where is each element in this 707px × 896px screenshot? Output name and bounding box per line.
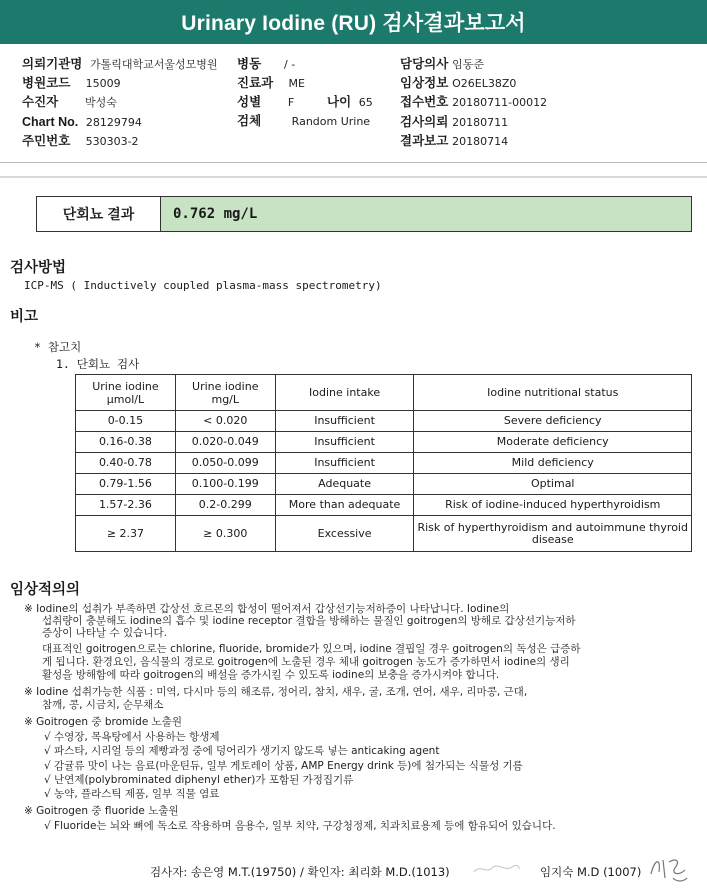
result-value: 0.762 mg/L [161, 197, 691, 231]
table-cell: Risk of hyperthyroidism and autoimmune thyroid disease [414, 516, 692, 552]
table-row [76, 516, 692, 552]
header-left-0: 의뢰기관명 가톨릭대학교서울성모병원 [22, 57, 218, 71]
table-cell: ≥ 2.37 [76, 516, 176, 552]
table-cell: Severe deficiency [414, 411, 692, 432]
clinical-line: 활성을 방해함에 따라 goitrogen의 배설을 증가시킬 수 있도록 iodine의 보충을 증가시켜야 합니다. [42, 669, 500, 681]
clinical-line: ※ Goitrogen 중 fluoride 노출원 [24, 805, 179, 817]
table-header-umol: Urine iodine μmol/L [76, 375, 176, 411]
header-sex: 성별 F [237, 95, 295, 109]
clinical-line: ※ Iodine의 섭취가 부족하면 갑상선 호르몬의 합성이 떨어져서 갑상선기능저하증이 나타납니다. Iodine의 [24, 603, 510, 615]
header-right-1: 임상정보 O26EL38Z0 [400, 76, 517, 90]
clinical-line: √ 감귤류 맛이 나는 음료(마운틴듀, 일부 게토레이 상품, AMP Energy drink 등)에 첨가되는 식물성 기름 [44, 760, 523, 772]
clinical-line: √ 난연제(polybrominated diphenyl ether)가 포함된 가정집기류 [44, 774, 354, 786]
table-cell: 0.2-0.299 [175, 495, 275, 516]
table-cell: Adequate [275, 474, 414, 495]
clinical-line: 증상이 나타날 수 있습니다. [42, 627, 167, 639]
table-row [76, 453, 692, 474]
table-cell: Risk of iodine-induced hyperthyroidism [414, 495, 692, 516]
header-left-1: 병원코드 15009 [22, 76, 121, 90]
table-cell: < 0.020 [175, 411, 275, 432]
clinical-line: √ 파스타, 시리얼 등의 제빵과정 중에 덩어리가 생기지 않도록 넣는 anticaking agent [44, 745, 440, 757]
table-header-intake: Iodine intake [275, 375, 414, 411]
footer-signer-2: 임지숙 M.D (1007) [540, 865, 642, 879]
header-dept: 진료과 ME [237, 76, 305, 90]
header-ward: 병동 / - [237, 57, 296, 71]
clinical-line: 섭취량이 충분해도 iodine의 흡수 및 iodine receptor 결합을 방해하는 물질인 goitrogen의 방해로 갑상선기능저하 [42, 615, 576, 627]
table-header-row [76, 375, 692, 411]
header-left-4: 주민번호 530303-2 [22, 134, 139, 148]
clinical-line: 게 됩니다. 환경요인, 음식물의 경로로 goitrogen에 노출된 경우 체내 goitrogen 농도가 증가하면서 iodine의 생리 [42, 656, 570, 668]
ref-subtitle: 1. 단회뇨 검사 [56, 357, 140, 371]
table-cell: Excessive [275, 516, 414, 552]
header-specimen: 검체 Random Urine [237, 114, 371, 128]
reference-table [75, 374, 692, 552]
header-left-3: Chart No. 28129794 [22, 115, 142, 129]
header-right-4: 결과보고 20180714 [400, 134, 509, 148]
clinical-heading: 임상적의의 [10, 582, 81, 598]
remarks-heading: 비고 [10, 309, 39, 325]
table-cell: Optimal [414, 474, 692, 495]
table-header-status: Iodine nutritional status [414, 375, 692, 411]
table-row [76, 474, 692, 495]
clinical-line: 참깨, 콩, 시금치, 순무채소 [42, 699, 164, 711]
clinical-line: √ 농약, 플라스틱 제품, 일부 직물 염료 [44, 788, 220, 800]
header-left-2: 수진자 박성숙 [22, 95, 117, 109]
signature-mark-2 [645, 852, 693, 890]
header-right-0: 담당의사 임동준 [400, 57, 485, 71]
table-cell: 0.050-0.099 [175, 453, 275, 474]
table-cell: Insufficient [275, 411, 414, 432]
ref-title: * 참고치 [34, 340, 82, 354]
report-title: Urinary Iodine (RU) 검사결과보고서 [0, 0, 707, 44]
table-row [76, 432, 692, 453]
header-right-3: 검사의뢰 20180711 [400, 115, 509, 129]
header-age: 나이 65 [327, 95, 373, 109]
clinical-line: ※ Goitrogen 중 bromide 노출원 [24, 716, 183, 728]
header-divider-shadow [0, 176, 707, 178]
clinical-line: √ 수영장, 목욕탕에서 사용하는 항생제 [44, 731, 220, 743]
result-box [36, 196, 692, 232]
table-cell: 0.16-0.38 [76, 432, 176, 453]
footer-signers: 검사자: 송은영 M.T.(19750) / 확인자: 최리화 M.D.(1013) [150, 865, 450, 879]
table-cell: 0-0.15 [76, 411, 176, 432]
table-row [76, 411, 692, 432]
table-row [76, 495, 692, 516]
table-header-mgl: Urine iodine mg/L [175, 375, 275, 411]
table-cell: ≥ 0.300 [175, 516, 275, 552]
table-cell: Insufficient [275, 453, 414, 474]
clinical-line: √ Fluoride는 뇌와 뼈에 독소로 작용하며 음용수, 일부 치약, 구강청정제, 치과치료용제 등에 함유되어 있습니다. [44, 820, 556, 832]
signature-mark-1 [472, 862, 522, 879]
header-divider [0, 162, 707, 163]
table-cell: 0.020-0.049 [175, 432, 275, 453]
table-cell: Mild deficiency [414, 453, 692, 474]
table-cell: 0.40-0.78 [76, 453, 176, 474]
table-cell: More than adequate [275, 495, 414, 516]
table-cell: Moderate deficiency [414, 432, 692, 453]
clinical-line: ※ Iodine 섭취가능한 식품 : 미역, 다시마 등의 해조류, 정어리, 참치, 새우, 굴, 조개, 연어, 새우, 리마콩, 근대, [24, 686, 528, 698]
result-label: 단회뇨 결과 [37, 197, 161, 231]
table-cell: 0.79-1.56 [76, 474, 176, 495]
table-cell: 1.57-2.36 [76, 495, 176, 516]
table-cell: Insufficient [275, 432, 414, 453]
method-heading: 검사방법 [10, 260, 67, 276]
method-text: ICP-MS ( Inductively coupled plasma-mass spectrometry) [24, 279, 382, 292]
table-cell: 0.100-0.199 [175, 474, 275, 495]
clinical-line: 대표적인 goitrogen으로는 chlorine, fluoride, bromide가 있으며, iodine 결핍일 경우 goitrogen의 독성은 급증하 [42, 643, 581, 655]
header-right-2: 접수번호 20180711-00012 [400, 95, 548, 109]
